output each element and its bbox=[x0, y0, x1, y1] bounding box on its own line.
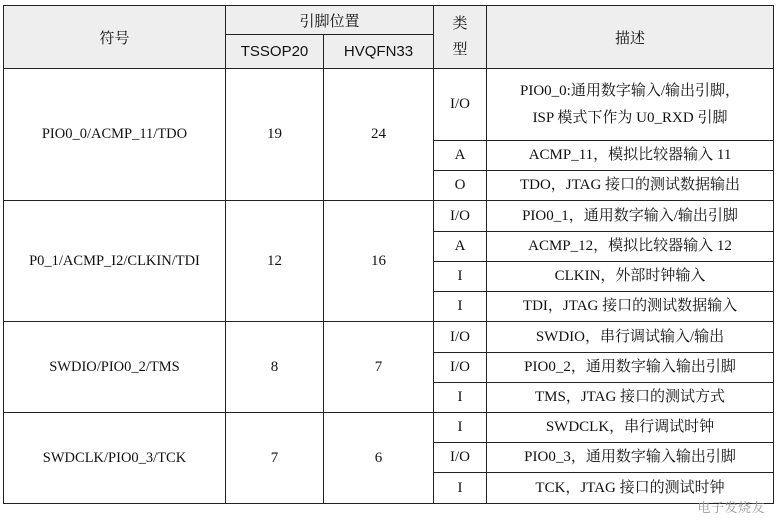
pin-hvqfn33: 7 bbox=[324, 322, 434, 413]
pin-table bbox=[3, 5, 774, 504]
pin-tssop20: 7 bbox=[226, 413, 324, 504]
pin-symbol: P0_1/ACMP_I2/CLKIN/TDI bbox=[4, 201, 226, 322]
pin-hvqfn33: 16 bbox=[324, 201, 434, 322]
header-tssop20: TSSOP20 bbox=[226, 35, 324, 69]
pin-description: TDI，JTAG 接口的测试数据输入 bbox=[487, 292, 774, 322]
pin-description: PIO0_1，通用数字输入/输出引脚 bbox=[487, 201, 774, 232]
pin-description: ACMP_11，模拟比较器输入 11 bbox=[487, 141, 774, 171]
pin-tssop20: 12 bbox=[226, 201, 324, 322]
pin-description: SWDIO，串行调试输入/输出 bbox=[487, 322, 774, 353]
pin-description: CLKIN，外部时钟输入 bbox=[487, 262, 774, 292]
pin-type: I/O bbox=[434, 201, 487, 232]
pin-description: TMS，JTAG 接口的测试方式 bbox=[487, 383, 774, 413]
pin-type: I/O bbox=[434, 353, 487, 383]
pin-description: PIO0_2，通用数字输入输出引脚 bbox=[487, 353, 774, 383]
pin-type: A bbox=[434, 232, 487, 262]
pin-type: O bbox=[434, 171, 487, 201]
table-row bbox=[4, 413, 774, 443]
pin-type: I bbox=[434, 413, 487, 443]
pin-type: I/O bbox=[434, 69, 487, 141]
pin-type: I bbox=[434, 262, 487, 292]
pin-symbol: PIO0_0/ACMP_11/TDO bbox=[4, 69, 226, 201]
pin-description: TDO，JTAG 接口的测试数据输出 bbox=[487, 171, 774, 201]
table-row bbox=[4, 201, 774, 232]
pin-tssop20: 19 bbox=[226, 69, 324, 201]
pin-type: I/O bbox=[434, 322, 487, 353]
watermark: 电子发烧友 bbox=[697, 501, 765, 516]
pin-type: A bbox=[434, 141, 487, 171]
pin-type: I/O bbox=[434, 443, 487, 473]
header-type-line1: 类 bbox=[452, 15, 468, 32]
header-type bbox=[434, 6, 487, 69]
pin-symbol: SWDCLK/PIO0_3/TCK bbox=[4, 413, 226, 504]
header-hvqfn33: HVQFN33 bbox=[324, 35, 434, 69]
header-symbol: 符号 bbox=[4, 6, 226, 69]
pin-type: I bbox=[434, 473, 487, 504]
pin-type: I bbox=[434, 292, 487, 322]
pin-tssop20: 8 bbox=[226, 322, 324, 413]
table-row bbox=[4, 322, 774, 353]
pin-description: TCK，JTAG 接口的测试时钟 bbox=[487, 473, 774, 504]
description-line: PIO0_0:通用数字输入/输出引脚， bbox=[520, 82, 741, 99]
pin-hvqfn33: 6 bbox=[324, 413, 434, 504]
header-pin-position: 引脚位置 bbox=[226, 6, 434, 35]
description-line: ISP 模式下作为 U0_RXD 引脚 bbox=[532, 109, 728, 126]
pin-description: ACMP_12，模拟比较器输入 12 bbox=[487, 232, 774, 262]
table-row bbox=[4, 69, 774, 141]
pin-symbol: SWDIO/PIO0_2/TMS bbox=[4, 322, 226, 413]
pin-description: PIO0_3，通用数字输入输出引脚 bbox=[487, 443, 774, 473]
pin-description bbox=[487, 69, 774, 141]
header-description: 描述 bbox=[487, 6, 774, 69]
pin-type: I bbox=[434, 383, 487, 413]
pin-description: SWDCLK，串行调试时钟 bbox=[487, 413, 774, 443]
pin-hvqfn33: 24 bbox=[324, 69, 434, 201]
header-type-line2: 型 bbox=[452, 41, 468, 58]
